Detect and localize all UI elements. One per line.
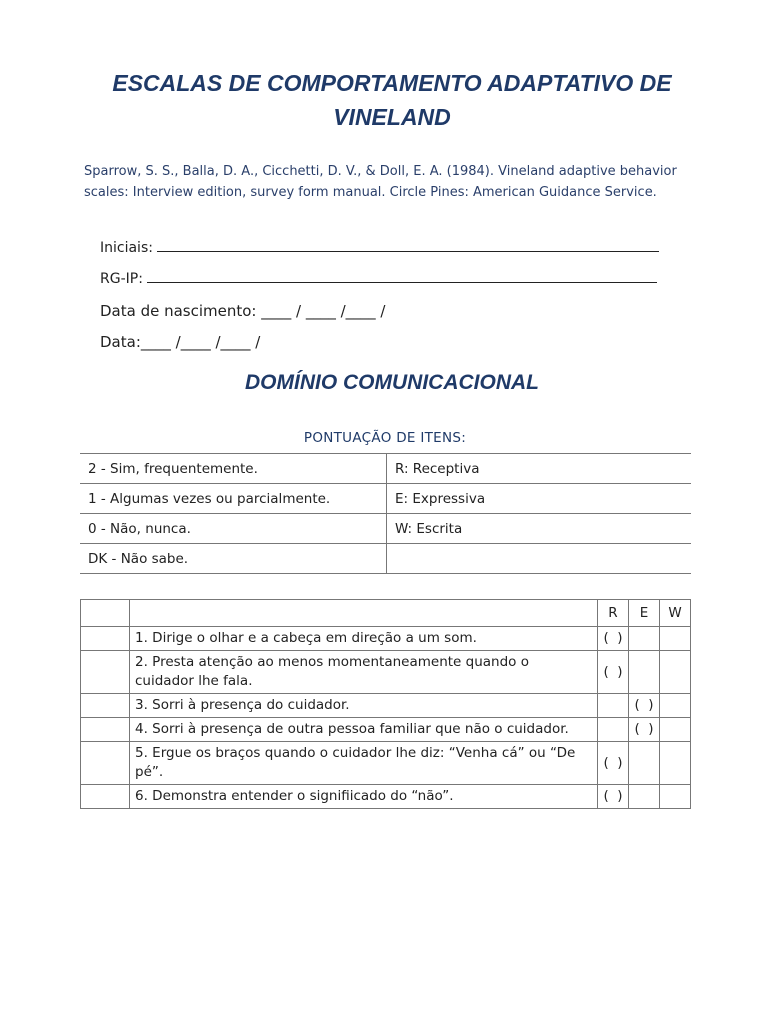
table-row [80,544,691,574]
items-table [80,599,691,809]
document-title: ESCALAS DE COMPORTAMENTO ADAPTATIVO DE VINELAND [112,70,672,130]
scoring-heading: PONTUAÇÃO DE ITENS: [303,430,467,446]
header-number-cell [81,600,130,627]
r-mark[interactable]: ( ) [598,785,629,809]
section-title: DOMÍNIO COMUNICACIONAL [245,371,539,394]
initials-line [157,251,659,252]
table-row [81,694,691,718]
score-input-cell[interactable] [81,742,130,785]
table-header-row [81,600,691,627]
w-mark[interactable] [660,694,691,718]
initials-label: Iniciais: [100,240,153,256]
table-row [81,785,691,809]
table-row [80,514,691,544]
item-text: 5. Ergue os braços quando o cuidador lhe diz: “Venha cá” ou “De pé”. [130,742,598,785]
w-mark[interactable] [660,651,691,694]
item-text: 4. Sorri à presença de outra pessoa familiar que não o cuidador. [130,718,598,742]
e-mark[interactable] [629,651,660,694]
header-r: R [598,600,629,627]
legend-score: 0 - Não, nunca. [80,514,387,544]
date-field[interactable]: Data:____ /____ /____ / [100,333,261,351]
legend-type: E: Expressiva [387,484,692,514]
item-text: 6. Demonstra entender o signifiicado do “não”. [130,785,598,809]
legend-type: W: Escrita [387,514,692,544]
r-mark[interactable] [598,694,629,718]
e-mark[interactable]: ( ) [629,694,660,718]
table-row [81,718,691,742]
score-input-cell[interactable] [81,718,130,742]
w-mark[interactable] [660,627,691,651]
table-row [81,627,691,651]
legend-score: 2 - Sim, frequentemente. [80,454,387,484]
w-mark[interactable] [660,742,691,785]
w-mark[interactable] [660,785,691,809]
table-row [80,484,691,514]
r-mark[interactable]: ( ) [598,742,629,785]
table-row [80,454,691,484]
score-input-cell[interactable] [81,651,130,694]
r-mark[interactable]: ( ) [598,627,629,651]
rgip-field[interactable] [100,271,657,287]
e-mark[interactable]: ( ) [629,718,660,742]
birthdate-field[interactable]: Data de nascimento: ____ / ____ /____ / [100,302,386,320]
legend-type [387,544,692,574]
rgip-label: RG-IP: [100,271,143,287]
e-mark[interactable] [629,627,660,651]
r-mark[interactable]: ( ) [598,651,629,694]
header-e: E [629,600,660,627]
e-mark[interactable] [629,742,660,785]
item-text: 2. Presta atenção ao menos momentaneamente quando o cuidador lhe fala. [130,651,598,694]
header-w: W [660,600,691,627]
table-row [81,651,691,694]
header-item-cell [130,600,598,627]
score-input-cell[interactable] [81,785,130,809]
legend-score: 1 - Algumas vezes ou parcialmente. [80,484,387,514]
table-row [81,742,691,785]
w-mark[interactable] [660,718,691,742]
initials-field[interactable] [100,240,659,256]
item-text: 1. Dirige o olhar e a cabeça em direção a um som. [130,627,598,651]
e-mark[interactable] [629,785,660,809]
score-input-cell[interactable] [81,627,130,651]
legend-score: DK - Não sabe. [80,544,387,574]
item-text: 3. Sorri à presença do cuidador. [130,694,598,718]
r-mark[interactable] [598,718,629,742]
scoring-legend-table [80,453,691,574]
score-input-cell[interactable] [81,694,130,718]
legend-type: R: Receptiva [387,454,692,484]
citation: Sparrow, S. S., Balla, D. A., Cicchetti, D. V., & Doll, E. A. (1984). Vineland adaptive behavior scales: Interview edition, survey form manual. Circle Pines: American Guidance Service. [84,164,677,200]
rgip-line [147,282,657,283]
